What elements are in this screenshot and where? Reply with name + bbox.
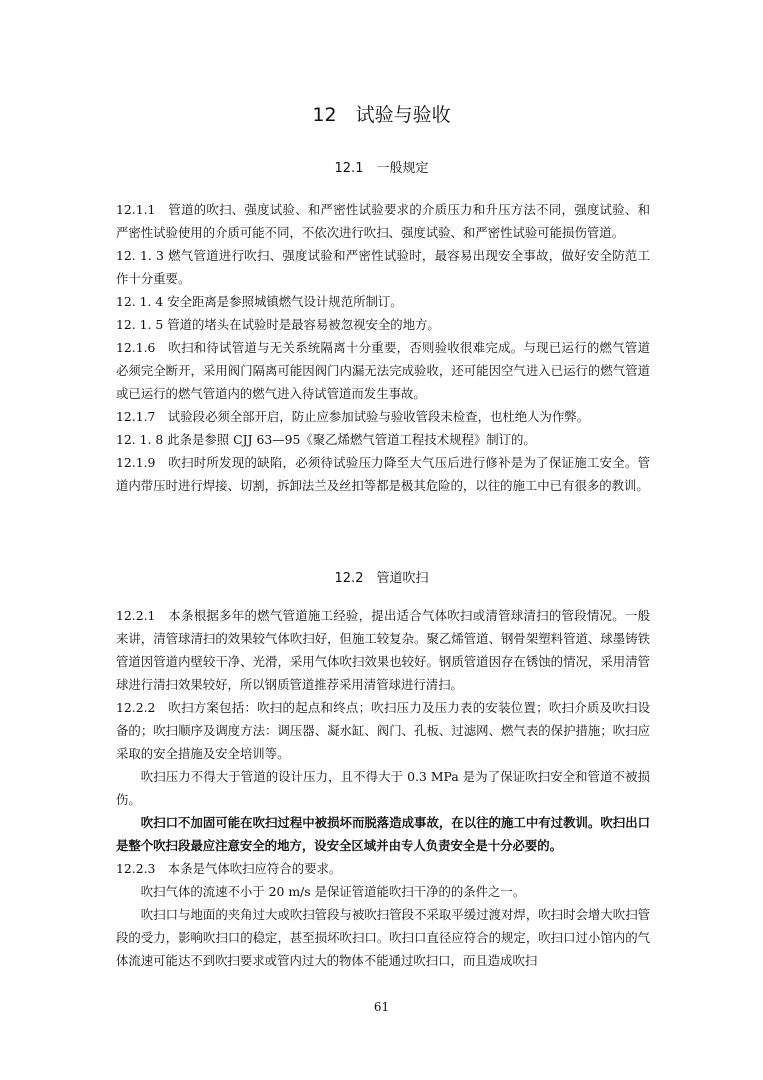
- purge-outlet-angle-paragraph: 吹扫口与地面的夹角过大或吹扫管段与被吹扫管段不采取平缓过渡对焊，吹扫时会增大吹扫管段的受力，影响吹扫口的稳定，甚至损坏吹扫口。吹扫口直径应符合的规定，吹扫口过小馆内的气体流速可能达不到吹扫要求或管内过大的物体不能通过吹扫口，而且造成吹扫: [116, 907, 650, 968]
- chapter-title: 12 试验与验收: [312, 104, 451, 126]
- clause-12-2-3: 12.2.3 本条是气体吹扫应符合的要求。: [116, 861, 342, 876]
- purge-outlet-safety-paragraph: 吹扫口不加固可能在吹扫过程中被损坏而脱落造成事故，在以往的施工中有过教训。吹扫出口是整个吹扫段最应注意安全的地方，设安全区域并由专人负责安全是十分必要的。: [116, 815, 650, 853]
- section-body-purging: [116, 604, 650, 972]
- clause-12-1-9: 12.1.9 吹扫时所发现的缺陷，必须待试验压力降至大气压后进行修补是为了保证施工安全。管道内带压时进行焊接、切割，拆卸法兰及丝扣等都是极其危险的，以往的施工中已有很多的教训。: [116, 455, 650, 493]
- clause-12-1-4: 12. 1. 4 安全距离是参照城镇燃气设计规范所制订。: [116, 294, 403, 309]
- clause-12-1-8: 12. 1. 8 此条是参照 CJJ 63—95《聚乙烯燃气管道工程技术规程》制订的。: [116, 432, 536, 447]
- clause-12-1-6: 12.1.6 吹扫和待试管道与无关系统隔离十分重要，否则验收很难完成。与现已运行的燃气管道必须完全断开，采用阀门隔离可能因阀门内漏无法完成验收，还可能因空气进入已运行的燃气管道或已运行的燃气管道内的燃气进入待试管道而发生事故。: [116, 340, 650, 401]
- clause-12-1-5: 12. 1. 5 管道的堵头在试验时是最容易被忽视安全的地方。: [116, 317, 440, 332]
- clause-12-2-2: 12.2.2 吹扫方案包括：吹扫的起点和终点；吹扫压力及压力表的安装位置；吹扫介质及吹扫设备的；吹扫顺序及调度方法：调压器、凝水缸、阀门、孔板、过滤网、燃气表的保护措施；吹扫应采取的安全措施及安全培训等。: [116, 700, 650, 761]
- clause-12-2-1: 12.2.1 本条根据多年的燃气管道施工经验，提出适合气体吹扫或清管球清扫的管段情况。一般来讲，清管球清扫的效果较气体吹扫好，但施工较复杂。聚乙烯管道、钢骨架塑料管道、球墨铸铁管道因管道内壁较干净、光滑，采用气体吹扫效果也较好。钢质管道因存在锈蚀的情况，采用清管球进行清扫效果较好，所以钢质管道推荐采用清管球进行清扫。: [116, 608, 650, 692]
- clause-12-1-7: 12.1.7 试验段必须全部开启，防止应参加试验与验收管段未检查，也杜绝人为作弊。: [116, 409, 590, 424]
- clause-12-1-3: 12. 1. 3 燃气管道进行吹扫、强度试验和严密性试验时，最容易出现安全事故，做好安全防范工作十分重要。: [116, 248, 650, 286]
- clause-12-1-1: 12.1.1 管道的吹扫、强度试验、和严密性试验要求的介质压力和升压方法不同，强度试验、和严密性试验使用的介质可能不同，不依次进行吹扫、强度试验、和严密性试验可能损伤管道。: [116, 202, 650, 240]
- purge-velocity-paragraph: 吹扫气体的流速不小于 20 m/s 是保证管道能吹扫干净的的条件之一。: [140, 884, 526, 899]
- purge-pressure-paragraph: 吹扫压力不得大于管道的设计压力，且不得大于 0.3 MPa 是为了保证吹扫安全和管道不被损伤。: [116, 769, 650, 807]
- section-body-general: [116, 198, 650, 497]
- page-number: 61: [373, 1000, 390, 1014]
- section-title-purging: 12.2 管道吹扫: [334, 571, 429, 586]
- section-title-general: 12.1 一般规定: [334, 161, 429, 176]
